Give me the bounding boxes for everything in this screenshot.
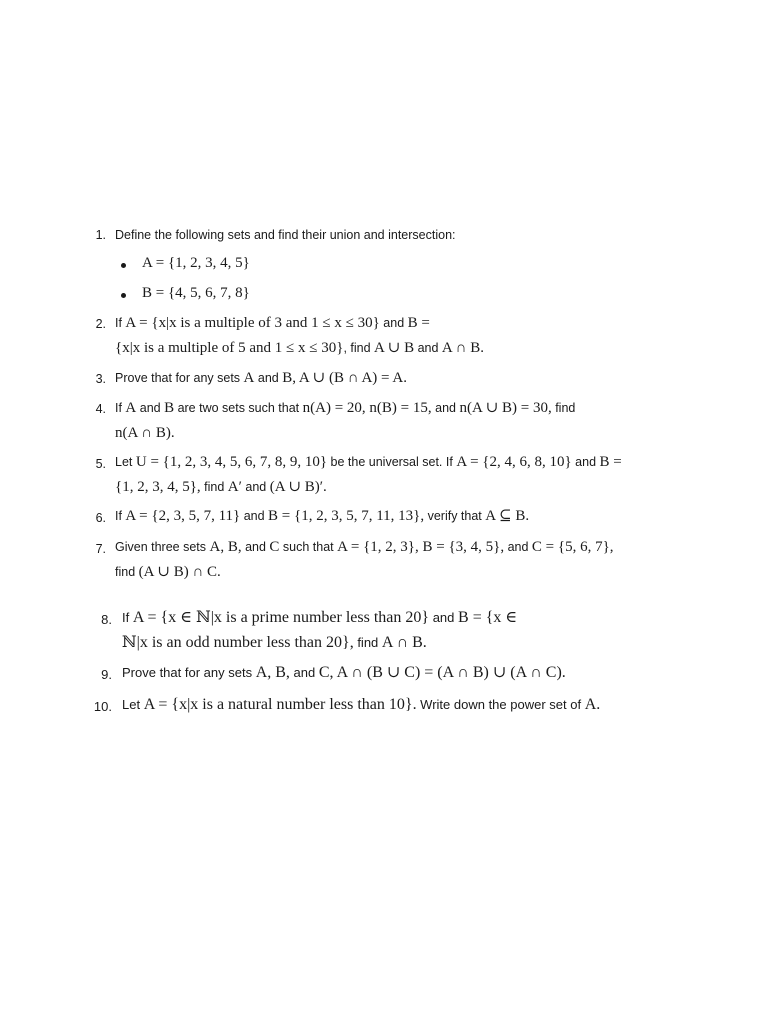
text-run: and — [429, 610, 459, 625]
math-run: n(A ∩ B). — [115, 425, 175, 441]
problem-line-1 — [115, 401, 575, 416]
math-run: {x|x is a multiple of 5 and 1 ≤ x ≤ 30} — [115, 340, 344, 356]
text-run: and — [289, 665, 319, 680]
problem-text: Define the following sets and find their union and intersection: — [115, 228, 456, 242]
math-run: A ⊆ B. — [485, 508, 530, 524]
problem-number: 6. — [95, 511, 106, 525]
math-run: A — [243, 370, 255, 386]
problem-number: 5. — [95, 457, 106, 471]
math-run: A′ — [227, 479, 242, 495]
problem-text — [122, 665, 566, 681]
math-run: C, A ∩ (B ∪ C) = (A ∩ B) ∪ (A ∩ C). — [318, 664, 566, 681]
math-run: n(A ∪ B) = 30, — [459, 400, 552, 416]
problem-number: 2. — [95, 317, 106, 331]
math-run: C = {5, 6, 7}, — [531, 539, 614, 555]
text-run: and — [379, 316, 408, 330]
math-run: A ∪ B — [374, 340, 415, 356]
math-run: A, B, — [255, 664, 290, 681]
problem-line-2 — [115, 565, 221, 580]
math-run: A = {2, 3, 5, 7, 11} — [125, 508, 241, 524]
math-run: B — [164, 400, 175, 416]
text-run: and — [241, 540, 270, 554]
math-run: B = — [599, 454, 622, 470]
problem-number: 1. — [95, 228, 106, 242]
math-run: A. — [584, 696, 601, 713]
math-run: {1, 2, 3, 4, 5}, — [115, 479, 201, 495]
text-run: If — [115, 316, 126, 330]
problem-line-2 — [122, 635, 427, 651]
bullet-icon — [121, 263, 126, 268]
text-run: and — [571, 455, 600, 469]
problem-number: 9. — [101, 667, 112, 682]
math-run: ℕ|x is an odd number less than 20}, — [122, 634, 354, 651]
math-run: A = {x|x is a natural number less than 10}. — [143, 696, 417, 713]
problem-text — [115, 371, 407, 386]
text-run: Prove that for any sets — [122, 665, 256, 680]
text-run: find — [551, 401, 576, 415]
problem-line-2 — [115, 480, 327, 495]
text-run: and — [431, 401, 460, 415]
problem-text — [115, 509, 529, 524]
problem-number: 7. — [95, 542, 106, 556]
math-run: U = {1, 2, 3, 4, 5, 6, 7, 8, 9, 10} — [135, 454, 328, 470]
text-run: and — [136, 401, 165, 415]
text-run: Given three sets — [115, 540, 210, 554]
set-b-definition: B = {4, 5, 6, 7, 8} — [142, 285, 250, 301]
text-run: and — [254, 371, 283, 385]
math-run: B = {x ∈ — [458, 609, 518, 626]
text-run: and — [240, 509, 269, 523]
math-run: A — [125, 400, 137, 416]
math-run: C — [269, 539, 280, 555]
text-run: Write down the power set of — [416, 697, 585, 712]
problem-line-1 — [115, 316, 430, 331]
text-run: Prove that for any sets — [115, 371, 244, 385]
math-run: A ∩ B. — [381, 634, 427, 651]
problem-number: 3. — [95, 372, 106, 386]
problem-line-2 — [115, 426, 175, 441]
bullet-icon — [121, 293, 126, 298]
text-run: be the universal set. If — [327, 455, 457, 469]
text-run: and — [504, 540, 532, 554]
text-run: Let — [115, 455, 136, 469]
problem-line-1 — [115, 455, 622, 470]
math-run: A = {x|x is a multiple of 3 and 1 ≤ x ≤ 30} — [125, 315, 380, 331]
math-run: A = {1, 2, 3}, B = {3, 4, 5}, — [337, 539, 505, 555]
math-run: A = {x ∈ ℕ|x is a prime number less than 20} — [132, 609, 430, 626]
text-run: If — [122, 610, 133, 625]
problem-text — [122, 697, 600, 713]
text-run: find — [200, 480, 228, 494]
problem-number: 8. — [101, 612, 112, 627]
text-run: are two sets such that — [174, 401, 303, 415]
text-run: such that — [279, 540, 338, 554]
text-run: , find — [343, 341, 375, 355]
problem-number: 4. — [95, 402, 106, 416]
text-run: and — [241, 480, 270, 494]
problem-number: 10. — [93, 699, 112, 714]
text-run: and — [414, 341, 442, 355]
text-run: find — [115, 565, 139, 579]
text-run: Let — [122, 697, 144, 712]
math-run: B, A ∪ (B ∩ A) = A. — [282, 370, 408, 386]
math-run: B = {1, 2, 3, 5, 7, 11, 13}, — [268, 508, 425, 524]
problem-line-1 — [115, 540, 614, 555]
problem-line-2 — [115, 341, 484, 356]
math-run: A ∩ B. — [441, 340, 484, 356]
math-run: (A ∪ B) ∩ C. — [138, 564, 221, 580]
math-run: (A ∪ B)′. — [269, 479, 327, 495]
math-run: B = — [407, 315, 430, 331]
text-run: If — [115, 509, 126, 523]
text-run: If — [115, 401, 126, 415]
math-run: n(A) = 20, n(B) = 15, — [302, 400, 432, 416]
problem-line-1 — [122, 610, 517, 626]
math-run: A, B, — [209, 539, 242, 555]
set-a-definition: A = {1, 2, 3, 4, 5} — [142, 255, 250, 271]
math-run: A = {2, 4, 6, 8, 10} — [456, 454, 572, 470]
text-run: find — [353, 635, 382, 650]
text-run: verify that — [424, 509, 486, 523]
